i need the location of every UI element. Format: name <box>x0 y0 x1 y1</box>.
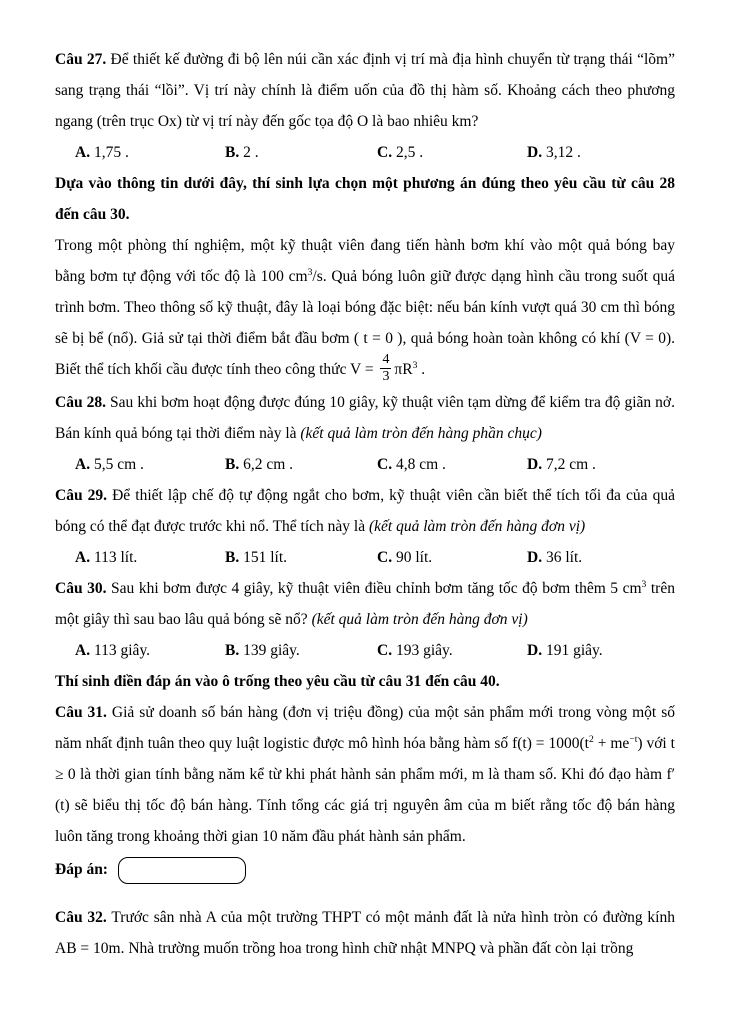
option-value: 113 lít. <box>93 549 138 567</box>
answer-label: Đáp án: <box>55 861 108 879</box>
question-28-options <box>55 449 675 480</box>
option-value: 7,2 cm . <box>545 456 596 474</box>
question-29-option-b <box>225 542 377 573</box>
option-key: A. <box>75 642 91 660</box>
question-30-option-c <box>377 635 527 666</box>
option-value: 2 . <box>243 144 259 161</box>
option-value: 1,75 . <box>93 144 129 161</box>
option-key: A. <box>75 456 91 474</box>
question-30-text: Câu 30. Sau khi bơm được 4 giây, kỹ thuật viên điều chỉnh bơm tăng tốc độ bơm thêm 5 $cm^3$ trên một giây thì sau bao lâu quả bóng sẽ nổ? (kết quả làm tròn đến hàng đơn vị) <box>55 578 675 629</box>
option-value: 191 giây. <box>545 642 603 660</box>
option-key: C. <box>377 549 393 567</box>
option-key: A. <box>75 144 91 161</box>
question-27-option-a <box>75 137 225 168</box>
option-key: C. <box>377 144 393 161</box>
question-32-text: Câu 32. Trước sân nhà A của một trường THPT có một mảnh đất là nửa hình tròn có đường kính AB = 10m. Nhà trường muốn trồng hoa trong hình chữ nhật MNPQ và phần đất còn lại trồng <box>55 909 675 958</box>
question-29-option-a <box>75 542 225 573</box>
question-29-option-c <box>377 542 527 573</box>
question-28-option-d <box>527 449 596 480</box>
section-28-30-intro: Trong một phòng thí nghiệm, một kỹ thuật viên đang tiến hành bơm khí vào một quả bóng bay bằng bơm tự động với tốc độ là 100 $cm^3/s$. Quả bóng luôn giữ được dạng hình cầu trong suốt quá trình bơm. Theo thông số kỹ thuật, đây là loại bóng đặc biệt: nếu bán kính vượt quá 30 cm thì bóng sẽ bị bể (nổ). Giả sử tại thời điểm bắt đầu bơm ( t = 0 ), quả bóng hoàn toàn không có khí (V = 0). Biết thể tích khối cầu được tính theo công thức V = $\frac{4}{3}$ $\pi R^3$ . <box>55 237 675 385</box>
option-key: D. <box>527 456 543 474</box>
question-28-option-a <box>75 449 225 480</box>
question-29-option-d <box>527 542 582 573</box>
option-key: B. <box>225 456 240 474</box>
answer-input-box <box>118 857 246 884</box>
option-value: 151 lít. <box>243 549 288 567</box>
question-30-option-a <box>75 635 225 666</box>
question-28-text: Câu 28. Sau khi bơm hoạt động được đúng 10 giây, kỹ thuật viên tạm dừng để kiểm tra độ giãn nở. Bán kính quả bóng tại thời điểm này là (kết quả làm tròn đến hàng phần chục) <box>55 394 675 443</box>
option-value: 90 lít. <box>395 549 433 567</box>
option-key: D. <box>527 642 543 660</box>
question-27-options <box>55 137 675 168</box>
question-27-option-c <box>377 137 527 168</box>
question-27-text: Câu 27. Để thiết kế đường đi bộ lên núi cần xác định vị trí mà địa hình chuyển từ trạng thái “lõm” sang trạng thái “lồi”. Vị trí này chính là điểm uốn của đồ thị hàm số. Khoảng cách theo phương ngang (trên trục Ox) từ vị trí này đến gốc tọa độ O là bao nhiêu km? <box>55 51 675 130</box>
option-key: C. <box>377 642 393 660</box>
option-value: 4,8 cm . <box>395 456 446 474</box>
option-key: B. <box>225 642 240 660</box>
option-key: A. <box>75 549 91 567</box>
option-key: B. <box>225 549 240 567</box>
option-value: 2,5 . <box>395 144 424 161</box>
option-value: 3,12 . <box>545 144 581 161</box>
option-key: C. <box>377 456 393 474</box>
section-31-40-heading: Thí sinh điền đáp án vào ô trống theo yêu cầu từ câu 31 đến câu 40. <box>55 673 500 691</box>
fraction: $\frac{4}{3}$ <box>382 352 390 385</box>
question-28-option-c <box>377 449 527 480</box>
option-value: 5,5 cm . <box>93 456 144 474</box>
question-27-option-d <box>527 137 581 168</box>
question-30-option-b <box>225 635 377 666</box>
option-value: 139 giây. <box>243 642 300 660</box>
option-key: B. <box>225 144 240 161</box>
option-key: D. <box>527 144 543 161</box>
question-30-options <box>55 635 675 666</box>
question-31-text: Câu 31. Giả sử doanh số bán hàng (đơn vị triệu đồng) của một sản phẩm mới trong vòng một số năm nhất định tuân theo quy luật logistic được mô hình hóa bằng hàm số $f(t) = 1000(t^2 + me^{-t})$ với t ≥ 0 là thời gian tính bằng năm kể từ khi phát hành sản phẩm mới, m là tham số. Khi đó đạo hàm f′(t) sẽ biểu thị tốc độ bán hàng. Tính tổng các giá trị nguyên âm của m biết rằng tốc độ bán hàng luôn tăng trong khoảng thời gian 10 năm đầu phát hành sản phẩm. <box>55 704 675 846</box>
option-value: 6,2 cm . <box>243 456 294 474</box>
question-30-option-d <box>527 635 603 666</box>
option-value: 36 lít. <box>545 549 583 567</box>
question-28-option-b <box>225 449 377 480</box>
option-key: D. <box>527 549 543 567</box>
question-31-answer-line <box>55 852 675 888</box>
section-28-30-heading: Dựa vào thông tin dưới đây, thí sinh lựa chọn một phương án đúng theo yêu cầu từ câu 28 đến câu 30. <box>55 175 675 223</box>
question-27-option-b <box>225 137 377 168</box>
question-29-options <box>55 542 675 573</box>
option-value: 193 giây. <box>395 642 453 660</box>
option-value: 113 giây. <box>93 642 151 660</box>
question-29-text: Câu 29. Để thiết lập chế độ tự động ngắt cho bơm, kỹ thuật viên cần biết thể tích tối đa của quả bóng có thể đạt được trước khi nổ. Thể tích này là (kết quả làm tròn đến hàng đơn vị) <box>55 487 675 536</box>
